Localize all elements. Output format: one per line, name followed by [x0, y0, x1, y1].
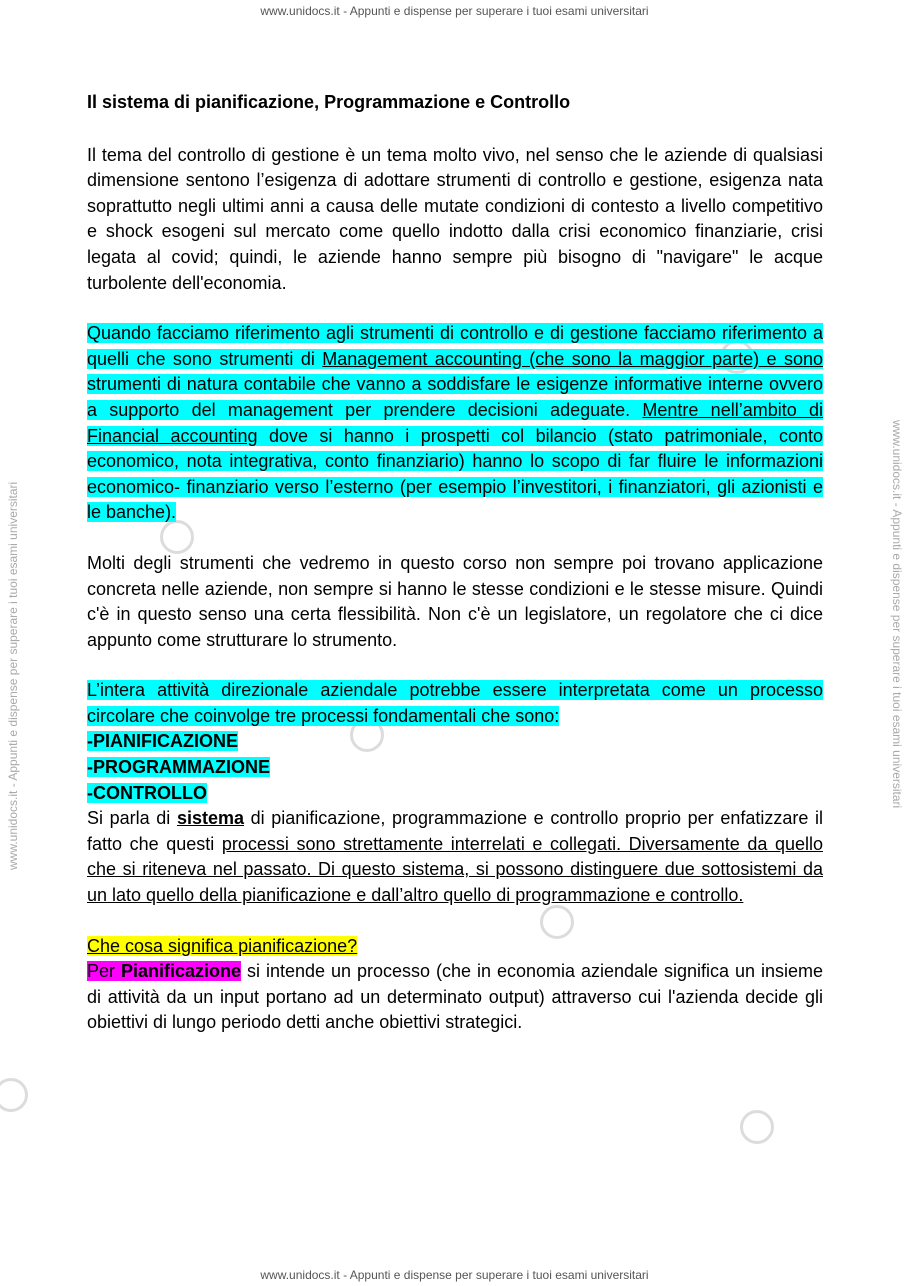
document-body: [87, 90, 823, 1061]
underlined-bold-text: sistema: [176, 808, 244, 829]
text-run: di pianificazione, programmazione e controllo proprio per enfatizzare il fatto che questi: [87, 808, 823, 854]
underlined-text: Mentre nell’ambito di Financial accounting: [87, 399, 823, 446]
list-item-label: -CONTROLLO: [87, 782, 207, 803]
highlight-magenta: [87, 961, 241, 981]
list-item: [87, 729, 823, 755]
paragraph-intro: Il tema del controllo di gestione è un tema molto vivo, nel senso che le aziende di qualsiasi dimensione sentono l’esigenza di adottare strumenti di controllo e gestione, esigenza nata soprattutto negli ultimi anni a causa delle mutate condizioni di contesto a livello competitivo e shock esogeni sul mercato come quello indotto dalla crisi economico finanziarie, crisi legata al covid; quindi, le aziende hanno sempre più bisogno di "navigare" le acque turbolente dell'economia.: [87, 144, 823, 293]
bold-term: Pianificazione: [120, 961, 242, 982]
list-item: [87, 781, 823, 807]
paragraph-accounting: [87, 321, 823, 526]
page-footer-watermark: www.unidocs.it - Appunti e dispense per superare i tuoi esami universitari: [260, 1268, 649, 1282]
text-run: dove si hanno i prospetti col bilancio (stato patrimoniale, conto economico, nota integrativa, conto finanziario) hanno lo scopo di far fluire le informazioni economico- finanziario verso l’esterno (per esempio l’investitori, i finanziatori, gli azionisti e le banche).: [87, 425, 823, 523]
paragraph-processes: [87, 678, 823, 908]
text-run: Quando facciamo riferimento agli strumenti di controllo e di gestione facciamo riferimento a quelli che sono strumenti di: [87, 323, 823, 369]
list-item-label: -PIANIFICAZIONE: [87, 731, 238, 752]
paragraph-planning: [87, 934, 823, 1036]
text-run: si intende un processo (che in economia aziendale significa un insieme di attività da un input portano ad un determinato output) attraverso cui l'azienda decide gli obiettivi di lungo periodo detti anche obiettivi strategici.: [87, 961, 823, 1033]
text-run: Si parla di: [87, 808, 177, 829]
watermark-logo-icon: [740, 1110, 774, 1144]
text-run: strumenti di natura contabile che vanno a soddisfare le esigenze informative interne ovvero a supporto del management per prendere decisioni adeguate.: [87, 374, 823, 420]
watermark-logo-icon: [0, 1078, 28, 1112]
text-run: Per: [87, 961, 121, 982]
highlight-yellow-question: Che cosa significa pianificazione?: [87, 935, 358, 956]
highlight-cyan: L’intera attività direzionale aziendale potrebbe essere interpretata come un processo circolare che coinvolge tre processi fondamentali che sono:: [87, 680, 823, 726]
side-watermark-left: www.unidocs.it - Appunti e dispense per superare i tuoi esami universitari: [6, 481, 20, 870]
page-title: Il sistema di pianificazione, Programmazione e Controllo: [87, 92, 571, 112]
list-item-label: -PROGRAMMAZIONE: [87, 757, 270, 778]
highlight-cyan: [87, 323, 823, 522]
side-watermark-right: www.unidocs.it - Appunti e dispense per superare i tuoi esami universitari: [890, 420, 904, 809]
page-header-watermark: www.unidocs.it - Appunti e dispense per superare i tuoi esami universitari: [260, 4, 649, 18]
paragraph-flexibility: Molti degli strumenti che vedremo in questo corso non sempre poi trovano applicazione concreta nelle aziende, non sempre si hanno le stesse condizioni e le stesse misure. Quindi c'è in questo senso una certa flessibilità. Non c'è un legislatore, un regolatore che ci dice appunto come strutturare lo strumento.: [87, 552, 823, 650]
question-line: [87, 934, 823, 960]
list-item: [87, 755, 823, 781]
underlined-text: processi sono strettamente interrelati e collegati. Diversamente da quello che si riteneva nel passato. Di questo sistema, si possono distinguere due sottosistemi da un lato quello della pianificazione e dall’altro quello di programmazione e controllo.: [87, 833, 823, 906]
underlined-text: Management accounting (che sono la maggior parte) e sono: [322, 348, 823, 369]
